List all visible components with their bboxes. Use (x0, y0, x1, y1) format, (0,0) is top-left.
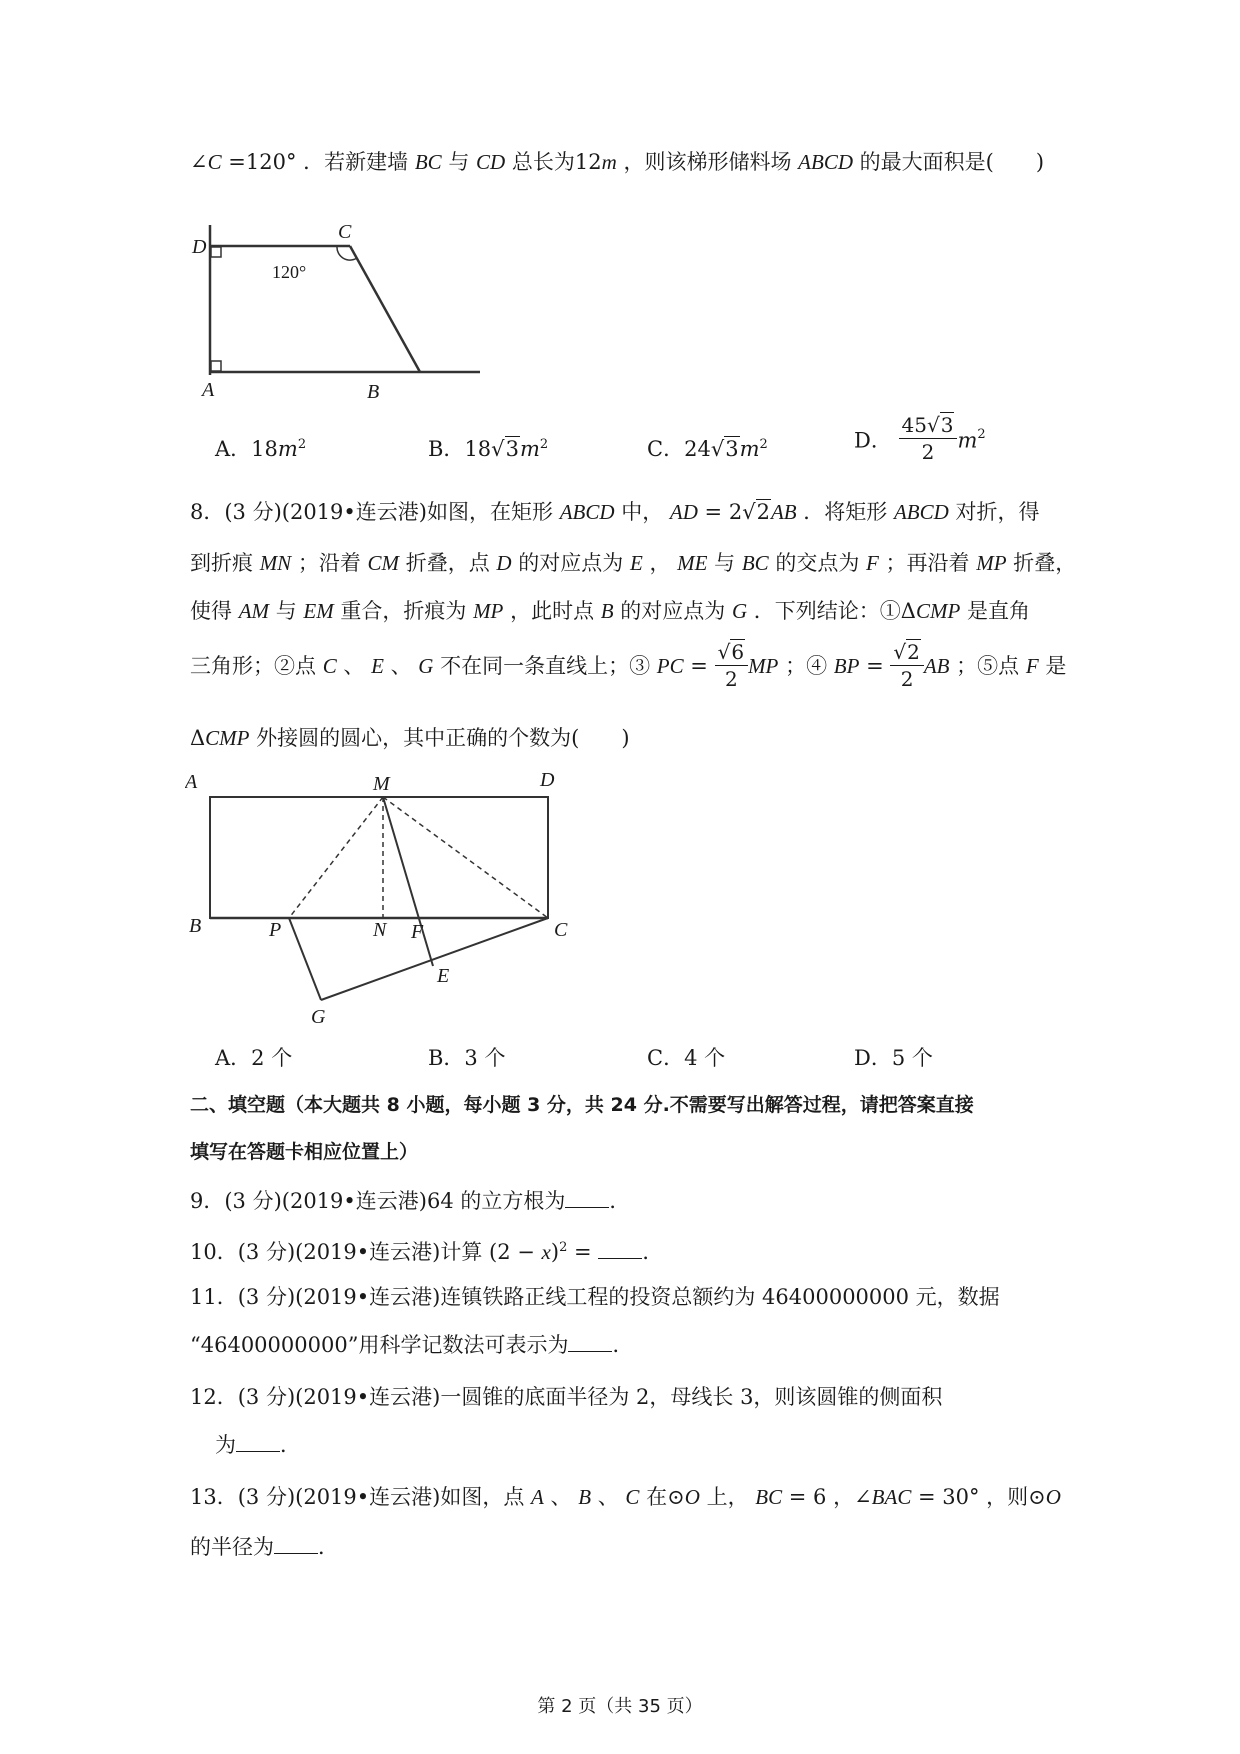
answer-blank (565, 1187, 609, 1208)
q12-line-2: 为 ． (215, 1433, 301, 1457)
label-a: A (202, 379, 215, 400)
label-g: G (311, 1006, 326, 1028)
q8-option-a: A．2 个 (215, 1046, 293, 1070)
section-2-heading-line-1: 二、填空题（本大题共 8 小题，每小题 3 分，共 24 分.不需要写出解答过程，请把答案直接 (190, 1094, 974, 1116)
q7-option-b: B．$18√3m^2$ (428, 437, 549, 461)
q11-line-2: “46400000000”用科学记数法可表示为 ． (190, 1333, 634, 1357)
q8-line-1: 8．(3 分)(2019•连云港)如图，在矩形 ABCD 中， AD = 2√2AB ．将矩形 ABCD 对折，得 (190, 500, 1040, 524)
q8-option-d: D．5 个 (854, 1046, 933, 1070)
rect-abcd (210, 797, 548, 918)
answer-blank (568, 1331, 612, 1352)
dashed-mp (289, 797, 383, 918)
label-angle: 120° (272, 262, 307, 282)
q13-line-2: 的半径为 ． (190, 1535, 339, 1559)
page-footer: 第 2 页（共 35 页） (537, 1696, 703, 1717)
label-c: C (338, 221, 352, 243)
q8-line-4: 三角形；②点 C 、 E 、 G 不在同一条直线上；③ PC = $\frac{√6}{2}$ MP ；④ BP = $\frac{√2}{2}$ AB ；⑤点 F 是 (190, 640, 1067, 691)
dashed-mc (383, 797, 548, 918)
q9-line: 9．(3 分)(2019•连云港)64 的立方根为 ． (190, 1189, 631, 1213)
label-b: B (189, 915, 202, 937)
answer-blank (274, 1533, 318, 1554)
q7-option-c: C．$24√3m^2$ (647, 437, 768, 461)
q8-rectangle-figure (185, 770, 585, 1030)
label-b: B (367, 381, 380, 400)
label-d: D (540, 770, 555, 791)
label-p: P (269, 919, 282, 941)
q7-option-a: A．$18m^2$ (215, 437, 307, 461)
answer-blank (598, 1238, 642, 1259)
label-n: N (373, 919, 387, 941)
label-e: E (437, 965, 450, 987)
q7-trapezoid-figure (180, 220, 500, 400)
label-d: D (192, 236, 207, 258)
label-m: M (373, 773, 390, 795)
q8-option-c: C．4 个 (647, 1046, 726, 1070)
label-c: C (554, 919, 568, 941)
label-a: A (185, 771, 198, 793)
label-f: F (411, 921, 424, 943)
right-angle-d (211, 247, 221, 257)
q10-line: 10．(3 分)(2019•连云港)计算 $(2 - x)^2$ = ． (190, 1240, 664, 1264)
wall-cb (350, 246, 420, 372)
section-2-heading-line-2: 填写在答题卡相应位置上） (190, 1141, 419, 1163)
q7-option-d: D． $\frac{45√3}{2}$ $m^2$ (854, 413, 986, 464)
right-angle-a (211, 361, 221, 371)
q8-line-2: 到折痕 MN ；沿着 CM 折叠，点 D 的对应点为 E ， ME 与 BC 的交点为 F ；再沿着 MP 折叠， (190, 551, 1077, 575)
q13-line-1: 13．(3 分)(2019•连云港)如图，点 A 、 B 、 C 在⊙O 上， BC = 6 ，∠BAC = 30° ，则⊙O (190, 1485, 1061, 1509)
q8-option-b: B．3 个 (428, 1046, 506, 1070)
line-pg (289, 918, 321, 1000)
line-gc (321, 918, 548, 1000)
q8-line-3: 使得 AM 与 EM 重合，折痕为 MP ，此时点 B 的对应点为 G ．下列结论：①ΔCMP 是直角 (190, 599, 1030, 623)
q11-line-1: 11．(3 分)(2019•连云港)连镇铁路正线工程的投资总额约为 46400000000 元，数据 (190, 1285, 1000, 1309)
q8-line-5: ΔCMP 外接圆的圆心，其中正确的个数为( ) (190, 726, 630, 750)
q12-line-1: 12．(3 分)(2019•连云港)一圆锥的底面半径为 2，母线长 3，则该圆锥的侧面积 (190, 1385, 943, 1409)
answer-blank (236, 1431, 280, 1452)
q7-line-1: ∠C =120° ．若新建墙 BC 与 CD 总长为12m ，则该梯形储料场 ABCD 的最大面积是( ) (190, 150, 1045, 174)
line-me (383, 797, 433, 966)
